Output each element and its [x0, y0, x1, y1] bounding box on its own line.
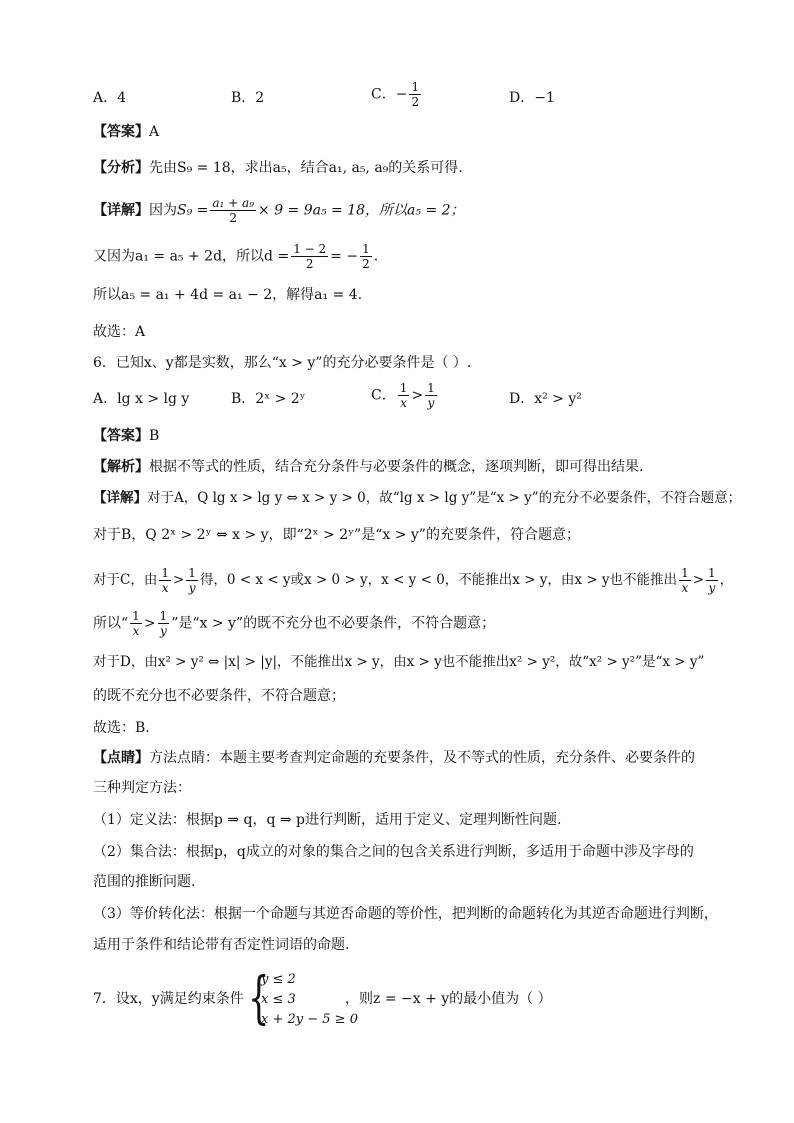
- q5-detail-2a: 又因为a₁ = a₅ + 2d，所以d =: [93, 248, 290, 265]
- q6-option-c-den2: y: [427, 396, 435, 410]
- q6-option-c-gt: >: [411, 387, 424, 404]
- q5-detail-2-num2: 1: [362, 242, 370, 256]
- q6-detail-c1c: ，: [719, 572, 734, 588]
- q5-detail-2c: .: [373, 248, 379, 265]
- q5-detail-1-den: 2: [229, 211, 238, 225]
- q5-detail-2-num: 1 − 2: [293, 242, 327, 256]
- q6-option-c-den1: x: [400, 396, 407, 410]
- q6-tip-line-2: 三种判定方法：: [93, 780, 191, 796]
- q6-answer: [93, 426, 159, 446]
- q5-detail-line-3: 所以a₅ = a₁ + 4d = a₁ − 2，解得a₁ = 4.: [93, 287, 363, 303]
- q6-detail-d-line-1: 对于D，由x² > y² ⇔ |x| > |y|，不能推出x > y，由x > y也不能推出x² > y²，故“x² > y²”是“x > y”: [93, 654, 705, 670]
- q5-answer-value: A: [149, 124, 160, 140]
- q5-option-c-prefix: C．−: [371, 86, 408, 103]
- q5-option-c-fraction: [409, 80, 421, 109]
- q6-detail-c2-gt: >: [143, 615, 156, 632]
- q6-stem: 6．已知x、y都是实数，那么“x > y”的充分必要条件是（ ）.: [93, 355, 472, 371]
- q5-detail-2-fraction-2: [360, 242, 372, 271]
- q6-detail-a: [93, 488, 741, 508]
- q5-option-a: A．4: [93, 90, 127, 106]
- q5-detail-1-num: a₁ + a₉: [212, 196, 255, 210]
- q6-option-b: B．2ˣ > 2ʸ: [231, 391, 306, 407]
- q7-constraint-2: x ≤ 3: [261, 992, 296, 1007]
- q6-detail-c2-den1: x: [132, 624, 140, 638]
- q6-option-a: A．lg x > lg y: [93, 391, 190, 407]
- q5-analysis: [93, 158, 463, 178]
- q6-detail-c2-num1: 1: [132, 609, 140, 623]
- q6-conclusion: 故选：B.: [93, 720, 150, 736]
- q5-detail-line-2: [93, 242, 378, 271]
- q7-stem-tail: ，则z = −x + y的最小值为（ ）: [345, 991, 552, 1007]
- q6-option-c-num1: 1: [399, 381, 408, 395]
- q5-option-c-num: 1: [411, 80, 420, 94]
- q6-detail-c1-num1: 1: [161, 566, 169, 580]
- q6-detail-c-line-1: [93, 566, 733, 595]
- q6-detail-c1b: 得，0 < x < y或x > 0 > y，x < y < 0，不能推出x > y，由x > y也不能推出: [199, 572, 678, 588]
- q7-constraint-brace: {: [248, 966, 270, 1031]
- q6-detail-c1a: 对于C，由: [93, 572, 158, 588]
- q6-detail-c1-fraction-2: [186, 566, 198, 595]
- q6-detail-c2-num2: 1: [159, 609, 168, 623]
- q6-detail-c1-gt: >: [172, 572, 185, 588]
- q6-detail-d-line-2: 的既不充分也不必要条件，不符合题意；: [93, 688, 345, 704]
- q6-detail-c1-fraction-1: [159, 566, 171, 595]
- q6-detail-label: 【详解】: [93, 490, 147, 506]
- q6-tip-line-1: [93, 748, 695, 768]
- q5-analysis-label: 【分析】: [93, 160, 149, 176]
- q6-tip-line-6: （3）等价转化法：根据一个命题与其逆否命题的等价性，把判断的命题转化为其逆否命题进行判断，: [93, 906, 718, 922]
- q7-constraint-3: x + 2y − 5 ≥ 0: [261, 1012, 358, 1027]
- q5-detail-label: 【详解】: [93, 202, 149, 219]
- q5-answer: [93, 122, 159, 142]
- q6-tip-line-3: （1）定义法：根据p ⇒ q，q ⇒ p进行判断，适用于定义、定理判断性问题.: [93, 812, 562, 828]
- q6-option-c-prefix: C．: [371, 387, 396, 404]
- q6-detail-a-text: 对于A，Q lg x > lg y ⇔ x > y > 0，故“lg x > lg y”是“x > y”的充分不必要条件，不符合题意；: [147, 490, 742, 506]
- q5-detail-2-fraction: [291, 242, 328, 271]
- q6-parse-text: 根据不等式的性质，结合充分条件与必要条件的概念，逐项判断，即可得出结果.: [149, 459, 644, 475]
- q6-detail-c1-num3: 1: [681, 566, 689, 580]
- q6-detail-c1-num4: 1: [708, 566, 716, 580]
- q5-detail-1c: × 9 = 9a₅ = 18，所以a₅ = 2；: [258, 202, 465, 219]
- q6-detail-c2-fraction-1: [130, 609, 142, 638]
- q6-detail-c1-den1: x: [161, 581, 169, 595]
- q6-tip-label: 【点睛】: [93, 750, 149, 766]
- q6-answer-value: B: [149, 428, 160, 444]
- q6-option-d: D．x² > y²: [509, 391, 582, 407]
- q6-detail-c1-den2: y: [188, 581, 196, 595]
- q5-option-d: D．−1: [509, 90, 555, 106]
- q5-detail-2-den: 2: [305, 257, 314, 271]
- q6-detail-c1-fraction-4: [706, 566, 718, 595]
- q5-detail-2b: = −: [330, 248, 359, 265]
- q6-parse-label: 【解析】: [93, 459, 149, 475]
- q5-conclusion: 故选：A: [93, 324, 146, 340]
- q6-detail-c1-num2: 1: [188, 566, 196, 580]
- q5-option-c: [371, 80, 423, 109]
- q5-detail-1-fraction: [210, 196, 256, 225]
- q6-detail-c1-den3: x: [681, 581, 689, 595]
- q6-option-c: [371, 381, 439, 410]
- q5-analysis-text: 先由S₉ = 18，求出a₅，结合a₁, a₅, a₉的关系可得.: [149, 160, 463, 176]
- q6-option-c-fraction-1: [398, 381, 410, 410]
- q5-option-c-den: 2: [411, 95, 420, 109]
- q6-detail-b: 对于B，Q 2ˣ > 2ʸ ⇔ x > y，即“2ˣ > 2ʸ”是“x > y”的充要条件，符合题意；: [93, 527, 580, 543]
- q6-tip-line-4: （2）集合法：根据p，q成立的对象的集合之间的包含关系进行判断，多适用于命题中涉及字母的: [93, 844, 694, 860]
- q6-answer-label: 【答案】: [93, 428, 149, 444]
- q5-detail-line-1: [93, 196, 465, 225]
- q7-stem-lead: 7．设x，y满足约束条件: [93, 991, 244, 1007]
- q6-detail-c1-fraction-3: [679, 566, 691, 595]
- q5-detail-1b: S₉ =: [177, 202, 209, 219]
- q7-constraints: [261, 970, 358, 1030]
- q6-detail-c1-den4: y: [708, 581, 716, 595]
- q6-tip-line-5: 范围的推断问题.: [93, 874, 196, 890]
- q7-constraint-1: y ≤ 2: [261, 972, 296, 987]
- q5-detail-1a: 因为: [149, 202, 177, 219]
- q6-tip-1: 方法点睛：本题主要考查判定命题的充要条件，及不等式的性质，充分条件、必要条件的: [149, 750, 695, 766]
- q6-detail-c-line-2: [93, 609, 495, 638]
- q5-option-b: B．2: [231, 90, 265, 106]
- q6-detail-c2-fraction-2: [158, 609, 170, 638]
- q6-detail-c2-den2: y: [159, 624, 167, 638]
- q6-tip-line-7: 适用于条件和结论带有否定性词语的命题.: [93, 937, 350, 953]
- q6-detail-c2b: ”是“x > y”的既不充分也不必要条件，不符合题意；: [171, 615, 496, 632]
- q5-detail-2-den2: 2: [362, 257, 370, 271]
- q6-detail-c1-gt2: >: [692, 572, 705, 588]
- q6-option-c-fraction-2: [425, 381, 437, 410]
- q6-detail-c2a: 所以“: [93, 615, 129, 632]
- q5-answer-label: 【答案】: [93, 124, 149, 140]
- q6-parse: [93, 457, 643, 477]
- q6-option-c-num2: 1: [427, 381, 435, 395]
